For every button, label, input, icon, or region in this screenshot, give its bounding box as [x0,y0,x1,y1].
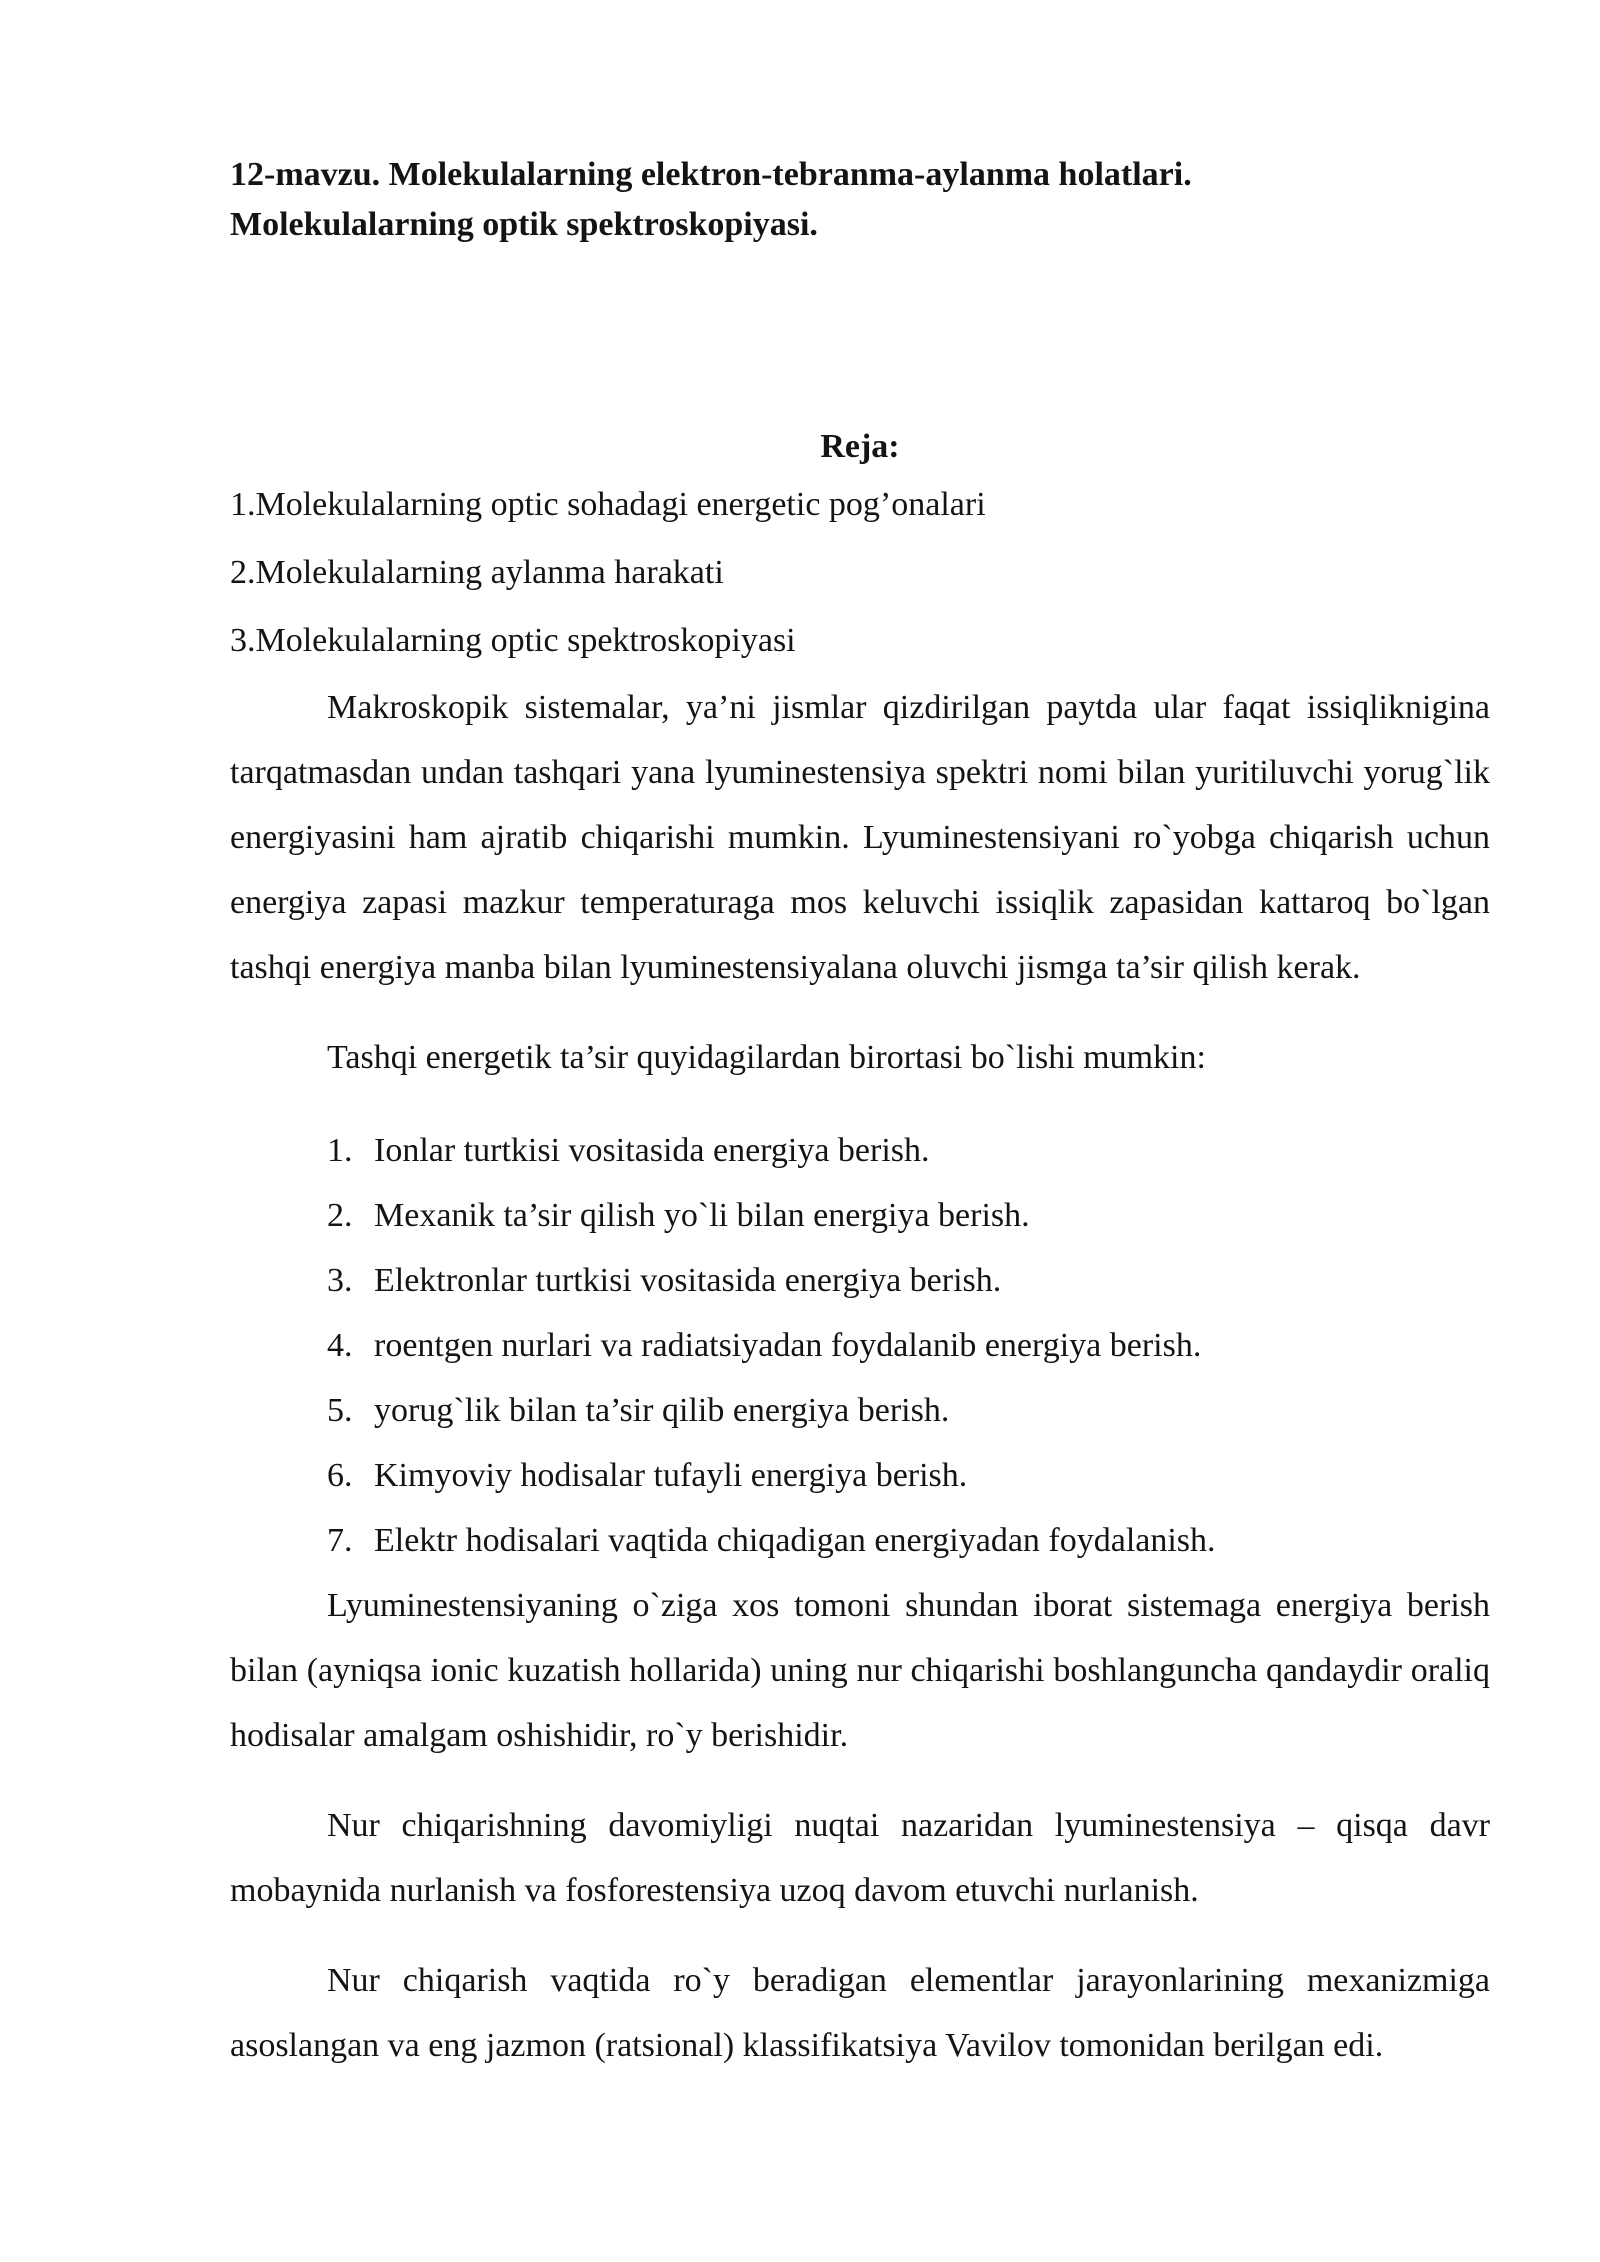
title-line-1: 12-mavzu. Molekulalarning elektron-tebranma-aylanma holatlari. [230,156,1192,193]
list-item [230,1508,1490,1573]
page-title [230,150,1430,250]
plan-item: 2.Molekulalarning aylanma harakati [230,554,724,591]
plan-list [230,485,1490,661]
list-item [230,1248,1490,1313]
list-item-text: Elektronlar turtkisi vositasida energiya berish. [374,1262,1002,1299]
list-item-number: 4. [327,1327,353,1364]
list-item [230,1378,1490,1443]
list-item-number: 3. [327,1262,353,1299]
list-item-text: Mexanik ta’sir qilish yo`li bilan energiya berish. [374,1197,1030,1234]
list-item-text: Elektr hodisalari vaqtida chiqadigan energiyadan foydalanish. [374,1522,1216,1559]
list-item [230,1313,1490,1378]
plan-item: 3.Molekulalarning optic spektroskopiyasi [230,622,796,659]
list-item-number: 6. [327,1457,353,1494]
list-item [230,1183,1490,1248]
list-item-text: roentgen nurlari va radiatsiyadan foydalanib energiya berish. [374,1327,1202,1364]
numbered-list [230,1118,1490,1573]
paragraph-luminescence: Lyuminestensiyaning o`ziga xos tomoni shundan iborat sistemaga energiya berish bilan (ayniqsa ionic kuzatish hollarida) uning nur chiqarishi boshlanguncha qandaydir oraliq hodisalar amalgam oshishidir, ro`y berishidir. [230,1587,1490,1754]
list-item-number: 5. [327,1392,353,1429]
list-item [230,1443,1490,1508]
plan-item: 1.Molekulalarning optic sohadagi energetic pog’onalari [230,486,986,523]
paragraph-list-lead: Tashqi energetik ta’sir quyidagilardan birortasi bo`lishi mumkin: [327,1039,1206,1076]
paragraph-duration: Nur chiqarishning davomiyligi nuqtai nazaridan lyuminestensiya – qisqa davr mobaynida nurlanish va fosforestensiya uzoq davom etuvchi nurlanish. [230,1807,1490,1909]
title-line-2: Molekulalarning optik spektroskopiyasi. [230,206,818,243]
list-item-text: Ionlar turtkisi vositasida energiya berish. [374,1132,930,1169]
list-item-text: yorug`lik bilan ta’sir qilib energiya berish. [374,1392,950,1429]
list-item-number: 7. [327,1522,353,1559]
plan-heading: Reja: [820,428,900,465]
list-item-number: 2. [327,1197,353,1234]
list-item-number: 1. [327,1132,353,1169]
paragraph-intro: Makroskopik sistemalar, ya’ni jismlar qizdirilgan paytda ular faqat issiqliknigina tarqatmasdan undan tashqari yana lyuminestensiya spektri nomi bilan yuritiluvchi yorug`lik energiyasini ham ajratib chiqarishi mumkin. Lyuminestensiyani ro`yobga chiqarish uchun energiya zapasi mazkur temperaturaga mos keluvchi issiqlik zapasidan kattaroq bo`lgan tashqi energiya manba bilan lyuminestensiyalana oluvchi jismga ta’sir qilish kerak. [230,689,1490,986]
paragraph-classification: Nur chiqarish vaqtida ro`y beradigan elementlar jarayonlarining mexanizmiga asoslangan va eng jazmon (ratsional) klassifikatsiya Vavilov tomonidan berilgan edi. [230,1962,1490,2064]
list-item [230,1118,1490,1183]
list-item-text: Kimyoviy hodisalar tufayli energiya berish. [374,1457,968,1494]
